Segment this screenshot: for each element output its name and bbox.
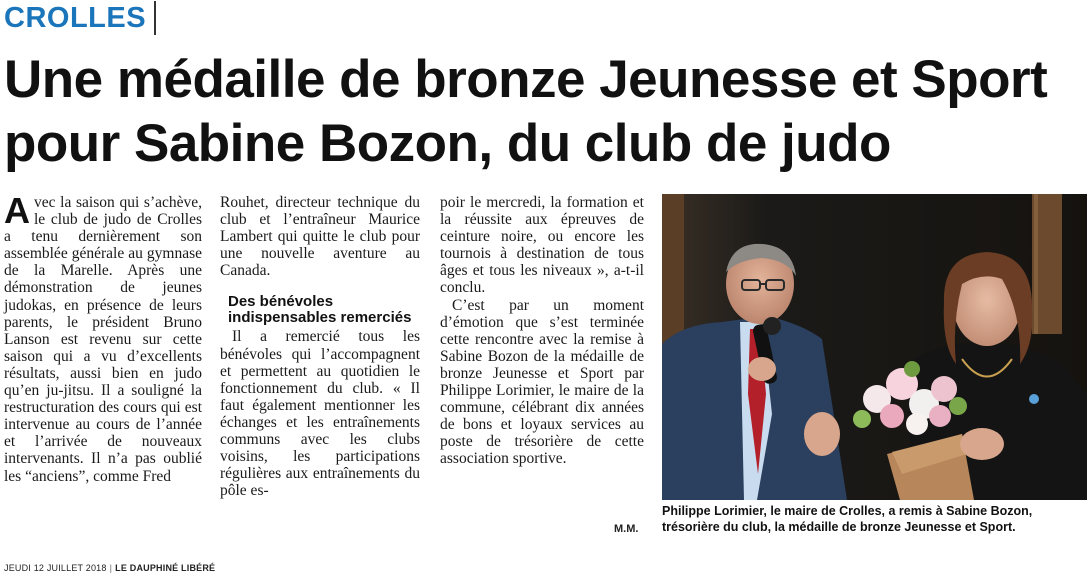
article-column-3 bbox=[440, 194, 644, 468]
footer-newspaper-name: LE DAUPHINÉ LIBÉRÉ bbox=[115, 563, 216, 573]
article-column-1 bbox=[4, 190, 202, 485]
dropcap: A bbox=[4, 190, 30, 231]
author-signature: M.M. bbox=[614, 523, 639, 535]
article-subhead: Des bénévoles indispensables remerciés bbox=[228, 293, 412, 327]
article-photo bbox=[662, 194, 1087, 500]
article-column-2 bbox=[220, 194, 420, 499]
article-paragraph: C’est par un moment d’émotion que s’est terminée cette rencontre avec la remise à Sabine Bozon de la médaille de bronze Jeunesse et Sport par Philippe Lorimier, le maire de la commune, célébrant dix années de bons et loyaux services au poste de trésorière de cette association sportive. bbox=[440, 296, 644, 468]
article-text: vec la saison qui s’achève, le club de judo de Crolles a tenu dernièrement son assemblée générale au gymnase de la Marelle. Après une démonstration de jeunes judokas, en présence de leurs parents, le président Bruno Lanson est revenu sur cette saison qui a vu d’excellents résultats, aussi bien en judo qu’en ju-jitsu. Il a souligné la restructuration des cours qui est intervenue au cours de l’année et l’arrivée de nouveaux intervenants. Il n’a pas oublié les “anciens”, comme Fred bbox=[4, 194, 202, 485]
headline-line-2: pour Sabine Bozon, du club de judo bbox=[4, 114, 891, 173]
article-paragraph bbox=[4, 190, 202, 485]
article-paragraph: Rouhet, directeur technique du club et l’entraîneur Maurice Lambert qui quitte le club pour une nouvelle aventure au Canada. bbox=[220, 194, 420, 280]
footer-date: JEUDI 12 JUILLET 2018 bbox=[4, 563, 107, 573]
photo-caption: Philippe Lorimier, le maire de Crolles, a remis à Sabine Bozon, trésorière du club, la médaille de bronze Jeunesse et Sport. bbox=[662, 504, 1033, 534]
headline bbox=[4, 48, 1086, 176]
footer-separator: | bbox=[109, 563, 113, 573]
headline-line-1: Une médaille de bronze Jeunesse et Sport bbox=[4, 50, 1048, 109]
photo-illustration bbox=[662, 194, 1087, 500]
article-paragraph: Il a remercié tous les bénévoles qui l’accompagnent et permettent au quotidien le fonctionnement du club. « Il faut également mentionner les échanges et les entraînements communs avec les clubs voisins, les participations régulières aux entraînements du pôle es- bbox=[220, 328, 420, 500]
article-paragraph: poir le mercredi, la formation et la réussite aux épreuves de ceinture noire, ou encore les tournois à destination de tous âges et tous les niveaux », a-t-il conclu. bbox=[440, 194, 644, 297]
section-kicker: CROLLES bbox=[4, 1, 156, 35]
page-footer bbox=[4, 563, 215, 573]
